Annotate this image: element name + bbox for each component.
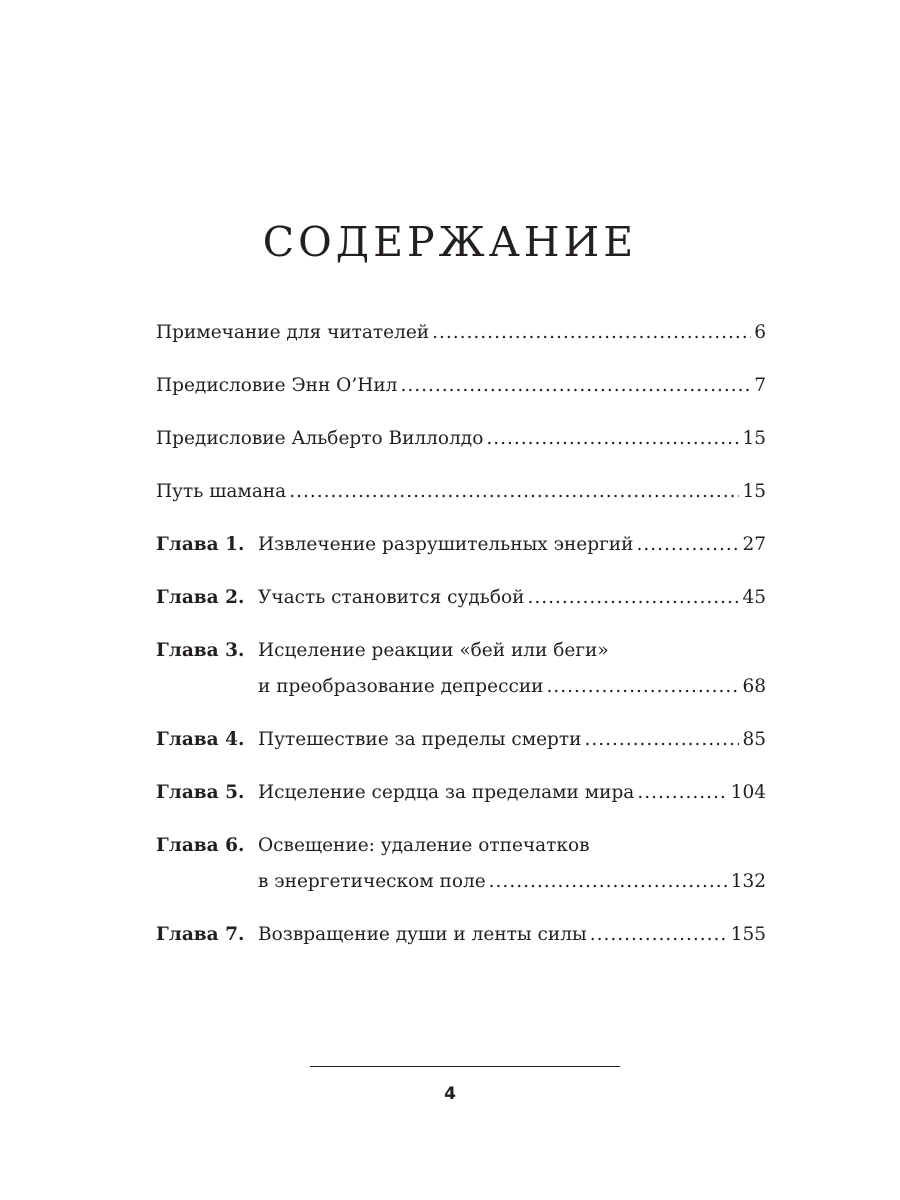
entry-title: Путешествие за пределы смерти	[258, 729, 582, 750]
toc-entry-chapter-2[interactable]	[156, 580, 766, 616]
dot-leader	[636, 527, 739, 563]
chapter-label: Глава 7.	[156, 924, 245, 945]
entry-title: Путь шамана	[156, 481, 287, 502]
chapter-label: Глава 5.	[156, 782, 245, 803]
dot-leader	[547, 669, 740, 705]
toc-entry-chapter-1[interactable]	[156, 527, 766, 563]
folio-page-number: 4	[444, 1084, 456, 1104]
chapter-label: Глава 1.	[156, 534, 245, 555]
dot-leader	[637, 775, 727, 811]
page-number: 15	[742, 428, 766, 449]
entry-title: Предисловие Энн О’Нил	[156, 375, 398, 396]
dot-leader	[584, 722, 739, 758]
dot-leader	[486, 421, 739, 457]
toc-entry-chapter-5[interactable]	[156, 775, 766, 811]
entry-title: Примечание для читателей	[156, 322, 430, 343]
entry-title-continuation: и преобразование депрессии	[258, 676, 544, 697]
page-number: 27	[742, 534, 766, 555]
toc-entry-readers-note[interactable]	[156, 315, 766, 351]
entry-title: Извлечение разрушительных энергий	[258, 534, 634, 555]
page-number: 104	[730, 782, 766, 803]
dot-leader	[527, 580, 739, 616]
entry-title: Предисловие Альберто Виллолдо	[156, 428, 484, 449]
entry-title-continuation: в энергетическом поле	[258, 871, 486, 892]
page-number: 132	[730, 871, 766, 892]
footer-rule	[310, 1066, 620, 1067]
page-number: 45	[742, 587, 766, 608]
page-number: 155	[730, 924, 766, 945]
chapter-label: Глава 4.	[156, 729, 245, 750]
chapter-label: Глава 6.	[156, 835, 245, 856]
chapter-label: Глава 2.	[156, 587, 245, 608]
page-number: 68	[742, 676, 766, 697]
entry-title: Исцеление сердца за пределами мира	[258, 782, 635, 803]
page-number: 85	[742, 729, 766, 750]
toc-entry-foreword-villoldo[interactable]	[156, 421, 766, 457]
dot-leader	[489, 864, 728, 900]
page-number: 15	[742, 481, 766, 502]
table-of-contents	[156, 315, 766, 953]
page-number: 7	[754, 375, 766, 396]
toc-entry-foreword-oneill[interactable]	[156, 368, 766, 404]
entry-title: Участь становится судьбой	[258, 587, 525, 608]
dot-leader	[432, 315, 751, 351]
dot-leader	[289, 474, 739, 510]
toc-entry-shaman-path[interactable]	[156, 474, 766, 510]
entry-title: Возвращение души и ленты силы	[258, 924, 587, 945]
toc-entry-chapter-6[interactable]	[156, 828, 766, 900]
dot-leader	[590, 917, 728, 953]
toc-entry-chapter-3[interactable]	[156, 633, 766, 705]
page-number: 6	[754, 322, 766, 343]
entry-title: Исцеление реакции «бей или беги»	[258, 640, 609, 661]
page-title: СОДЕРЖАНИЕ	[262, 218, 638, 267]
toc-entry-chapter-4[interactable]	[156, 722, 766, 758]
chapter-label: Глава 3.	[156, 640, 245, 661]
entry-title: Освещение: удаление отпечатков	[258, 835, 590, 856]
dot-leader	[400, 368, 751, 404]
toc-entry-chapter-7[interactable]	[156, 917, 766, 953]
